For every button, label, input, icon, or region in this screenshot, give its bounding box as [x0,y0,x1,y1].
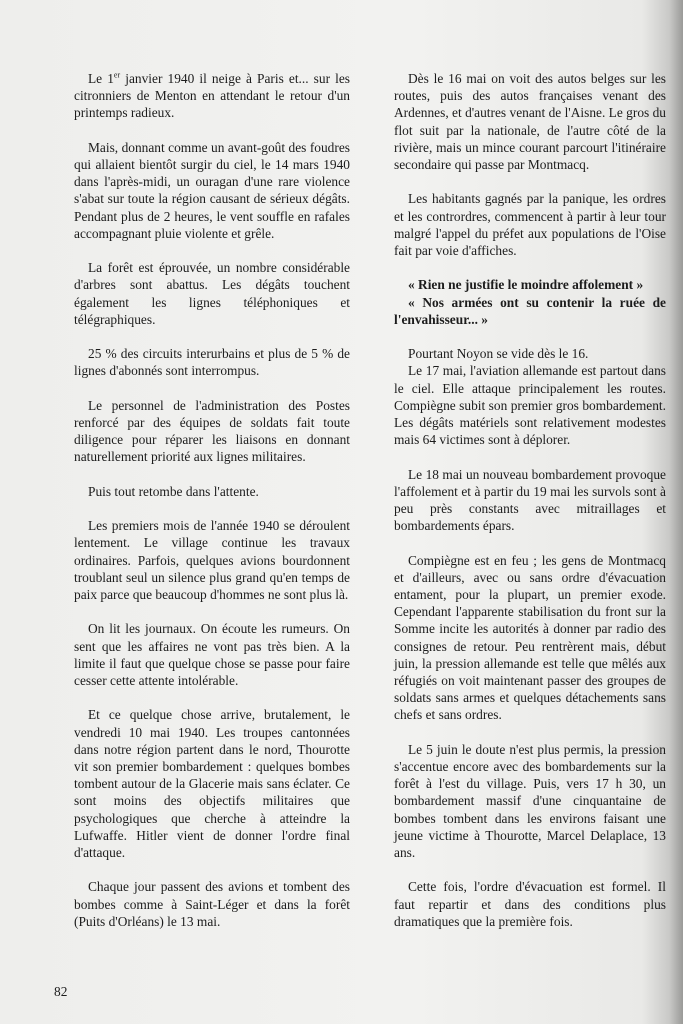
paragraph: Le 17 mai, l'aviation allemande est partout dans le ciel. Elle attaque principalement les routes. Compiègne subit son premier gros bombardement. Les dégâts matériels sont relativement modestes mais 64 victimes sont à déplorer. [394,363,666,448]
paragraph: Le 18 mai un nouveau bombardement provoque l'affolement et à partir du 19 mai les survols sont à peu près constants avec mitraillages et bombardements épars. [394,466,666,534]
paragraph: 25 % des circuits interurbains et plus de 5 % de lignes d'abonnés sont interrompus. [74,346,350,379]
paragraph-text: janvier 1940 il neige à Paris et... sur les citronniers de Menton en attendant le retour d'un printemps radieux. [74,71,351,121]
paragraph: Compiègne est en feu ; les gens de Montmacq et d'ailleurs, avec ou sans ordre d'évacuation entament, pour la plupart, un premier exode. Cependant l'apparente stabilisation du front sur la Somme incite les autorités à donner par radio des consignes de retour. Peu rentrèrent mais, début juin, la pression allemande est telle que mêlés aux réfugiés on voit maintenant passer des groupes de soldats sans armes et quelques détachements sans chefs et sans ordres. [394,552,666,723]
paragraph-text: Le 1 [88,71,114,86]
paragraph: On lit les journaux. On écoute les rumeurs. On sent que les affaires ne vont pas très bien. A la limite il faut que quelque chose se passe pour faire cesser cette attente intolérable. [74,621,350,688]
page-number: 82 [54,984,68,999]
quote-line: « Nos armées ont su contenir la ruée de l'envahisseur... » [394,294,666,327]
right-column [394,70,666,947]
paragraph: Puis tout retombe dans l'attente. [88,483,259,499]
paragraph: Le personnel de l'administration des Postes renforcé par des équipes de soldats fait toute diligence pour réparer les liaisons en donnant naturellement priorité aux lignes militaires. [74,397,350,465]
paragraph [74,70,350,122]
paragraph: La forêt est éprouvée, un nombre considérable d'arbres sont abattus. Les dégâts touchent également les lignes téléphoniques et télégraphiques. [74,260,350,327]
paragraph: Mais, donnant comme un avant-goût des foudres qui allaient bientôt surgir du ciel, le 14 mars 1940 dans l'après-midi, un ouragan d'une rare violence s'abat sur toute la région causant de sérieux dégâts. Pendant plus de 2 heures, le vent souffle en rafales accompagnant pluie violente et grêle. [74,139,350,241]
quote-line: « Rien ne justifie le moindre affolement » [408,277,644,293]
left-column [74,70,350,947]
paragraph: Chaque jour passent des avions et tombent des bombes comme à Saint-Léger et dans la forêt (Puits d'Orléans) le 13 mai. [74,879,350,929]
paragraph: Les habitants gagnés par la panique, les ordres et les contrordres, commencent à partir à leur tour malgré l'appel du préfet aux populations de l'Oise fait par voie d'affiches. [394,191,666,259]
paragraph: Cette fois, l'ordre d'évacuation est formel. Il faut repartir et dans des conditions plus dramatiques que la première fois. [394,879,666,929]
superscript: er [113,70,121,80]
paragraph: Le 5 juin le doute n'est plus permis, la pression s'accentue encore avec des bombardements sur la forêt à l'est du village. Puis, vers 17 h 30, un bombardement massif d'une cinquantaine de bombes tombent dans les environs faisant une jeune victime à Thourotte, Marcel Delaplace, 13 ans. [394,741,666,861]
paragraph: Les premiers mois de l'année 1940 se déroulent lentement. Le village continue les travaux ordinaires. Parfois, quelques avions bourdonnent troublant seul un silence plus grand qu'en temps de paix parce que beaucoup d'hommes ne sont plus là. [74,518,350,602]
paragraph: Pourtant Noyon se vide dès le 16. [408,346,589,362]
paragraph: Dès le 16 mai on voit des autos belges sur les routes, puis des autos françaises venant des Ardennes, et d'autres venant de l'Aisne. Le gros du flot suit par la nationale, de l'autre côté de la rivière, mais un mince courant parcourt l'itinéraire secondaire qui passe par Montmacq. [394,71,666,173]
paragraph: Et ce quelque chose arrive, brutalement, le vendredi 10 mai 1940. Les troupes cantonnées dans notre région partent dans le nord, Thourotte vit son premier bombardement : quelques bombes tombent autour de la Glacerie mais sans éclater. Ce sont moins des objectifs militaires que psychologiques que cherche à atteindre la Lufwaffe. Hitler vient de donner l'ordre final d'attaque. [74,707,350,861]
